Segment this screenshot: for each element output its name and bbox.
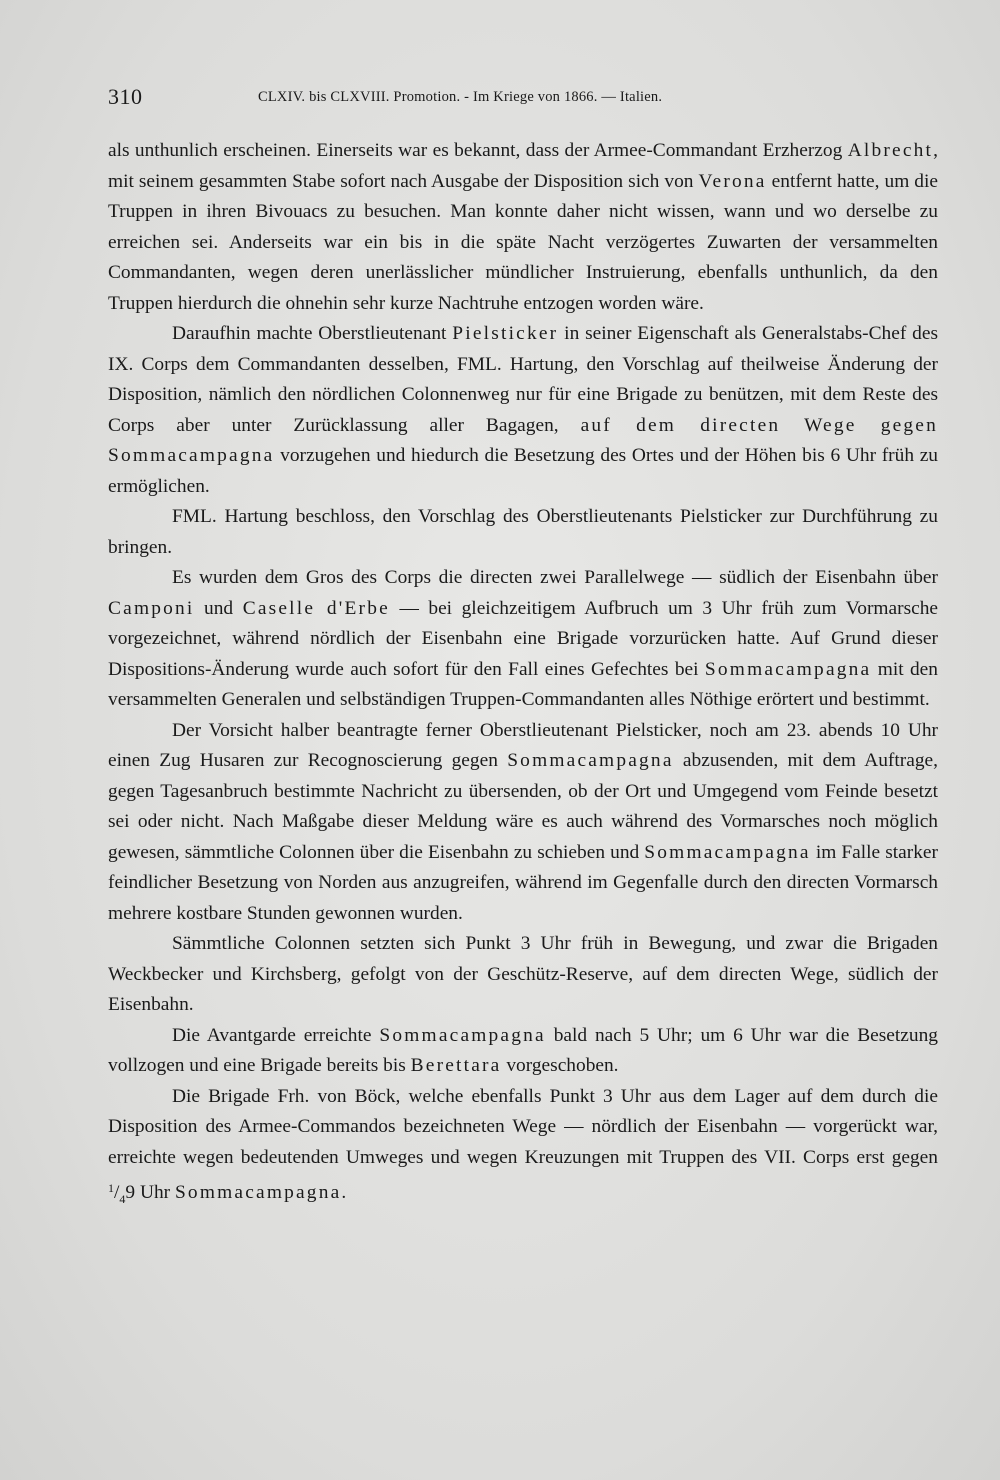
text-run: — bei gleichzeitigem Aufbruch um 3 Uhr früh zum Vormarsche vorgezeichnet, während nördlich der Eisenbahn eine Brigade vorzurücken hatte. Auf Grund dieser Dispositions-Änderung wurde auch sofort für den Fall eines Gefechtes bei	[108, 597, 939, 680]
text-run: und	[194, 597, 243, 619]
text-run: , mit seinem gesammten Stabe sofort nach Ausgabe der Disposition sich von	[108, 140, 938, 192]
text-run: in seiner Eigenschaft als Generalstabs-Chef des IX. Corps dem Commandanten desselben, FML. Hartung, den Vorschlag auf theilweise Änderung der Disposition, nämlich den nördlichen Colonnenweg nur für eine Brigade zu benützen, mit dem Reste des Corps aber unter Zurücklassung aller Bagagen,	[108, 323, 938, 436]
spaced-name: Sommacampagna	[644, 841, 811, 863]
text-run: Es wurden dem Gros des Corps die directen zwei Parallelwege — südlich der Eisenbahn über	[172, 567, 938, 588]
text-run: vorzugehen und hiedurch die Besetzung des Ortes und der Höhen bis 6 Uhr früh zu ermöglichen.	[108, 445, 938, 497]
text-run: .	[341, 1182, 347, 1203]
spaced-name: Sommacampagna	[379, 1024, 546, 1046]
running-head	[108, 84, 898, 114]
spaced-name: Caselle d'Erbe	[242, 597, 390, 619]
text-run: FML. Hartung beschloss, den Vorschlag des Oberstlieutenants Pielsticker zur Durchführung zu bringen.	[108, 506, 938, 558]
text-run: Sämmtliche Colonnen setzten sich Punkt 3 Uhr früh in Bewegung, und zwar die Brigaden Weckbecker und Kirchsberg, gefolgt von der Geschütz-Reserve, auf dem directen Wege, südlich der Eisenbahn.	[108, 933, 938, 1015]
running-title: CLXIV. bis CLXVIII. Promotion. - Im Kriege von 1866. — Italien.	[258, 89, 663, 105]
paragraph	[108, 1021, 938, 1082]
fraction-text: $^1/_49$	[108, 1181, 136, 1206]
page-number: 310	[108, 84, 143, 109]
text-run: Daraufhin machte Oberstlieutenant	[172, 323, 453, 344]
text-run: im Falle starker feindlicher Besetzung von Norden aus anzugreifen, während im Gegenfalle durch den directen Vormarsch mehrere kostbare Stunden gewonnen wurden.	[108, 841, 938, 924]
text-run: mit den versammelten Generalen und selbständigen Truppen-Commandanten alles Nöthige erörtert und bestimmt.	[108, 658, 938, 710]
paragraph	[108, 502, 938, 563]
spaced-name: Camponi	[108, 597, 195, 619]
spaced-name: Albrecht	[847, 140, 934, 161]
body-text	[108, 136, 938, 1214]
paragraph	[108, 716, 938, 930]
paragraph	[108, 929, 938, 1021]
spaced-name: auf dem directen Wege gegen Sommacampagna	[108, 414, 938, 466]
text-run: Der Vorsicht halber beantragte ferner Oberstlieutenant Pielsticker, noch am 23. abends 10 Uhr einen Zug Husaren zur Recognoscierung gegen	[108, 719, 938, 771]
text-run: bald nach 5 Uhr; um 6 Uhr war die Besetzung vollzogen und eine Brigade bereits bis	[108, 1024, 938, 1076]
paragraph	[108, 563, 938, 716]
paragraph	[108, 136, 938, 319]
text-run: vorgeschoben.	[501, 1055, 619, 1076]
text-run: als unthunlich erscheinen. Einerseits war es bekannt, dass der Armee-Commandant Erzherzog	[108, 140, 848, 161]
text-run: entfernt hatte, um die Truppen in ihren Bivouacs zu besuchen. Man konnte daher nicht wissen, wann und wo derselbe zu erreichen sei. Anderseits war ein bis in die späte Nacht verzögertes Zuwarten der versammelten Commandanten, wegen deren unerlässlicher mündlicher Instruierung, ebenfalls unthunlich, da den Truppen hierdurch die ohnehin sehr kurze Nachtruhe entzogen worden wäre.	[108, 170, 938, 314]
text-run: abzusenden, mit dem Auftrage, gegen Tagesanbruch bestimmte Nachricht zu übersenden, ob der Ort und Umgegend vom Feinde besetzt sei oder nicht. Nach Maßgabe dieser Meldung wäre es auch während des Vormarsches noch möglich gewesen, sämmtliche Colonnen über die Eisenbahn zu schieben und	[108, 750, 938, 863]
paragraph	[108, 319, 938, 502]
text-run: Die Brigade Frh. von Böck, welche ebenfalls Punkt 3 Uhr aus dem Lager auf dem durch die Disposition des Armee-Commandos bezeichneten Wege — nördlich der Eisenbahn — vorgerückt war, erreichte wegen bedeutenden Umweges und wegen Kreuzungen mit Truppen des VII. Corps erst gegen	[108, 1085, 938, 1168]
text-run: Uhr	[135, 1182, 175, 1203]
paragraph	[108, 1082, 938, 1215]
spaced-name: Sommacampagna	[174, 1182, 342, 1203]
text-run: Die Avantgarde erreichte	[172, 1024, 380, 1046]
spaced-name: Berettara	[410, 1055, 502, 1076]
spaced-name: Pielsticker	[452, 323, 559, 344]
spaced-name: Sommacampagna	[704, 658, 872, 680]
spaced-name: Sommacampagna	[507, 750, 674, 771]
spaced-name: Verona	[698, 170, 767, 192]
